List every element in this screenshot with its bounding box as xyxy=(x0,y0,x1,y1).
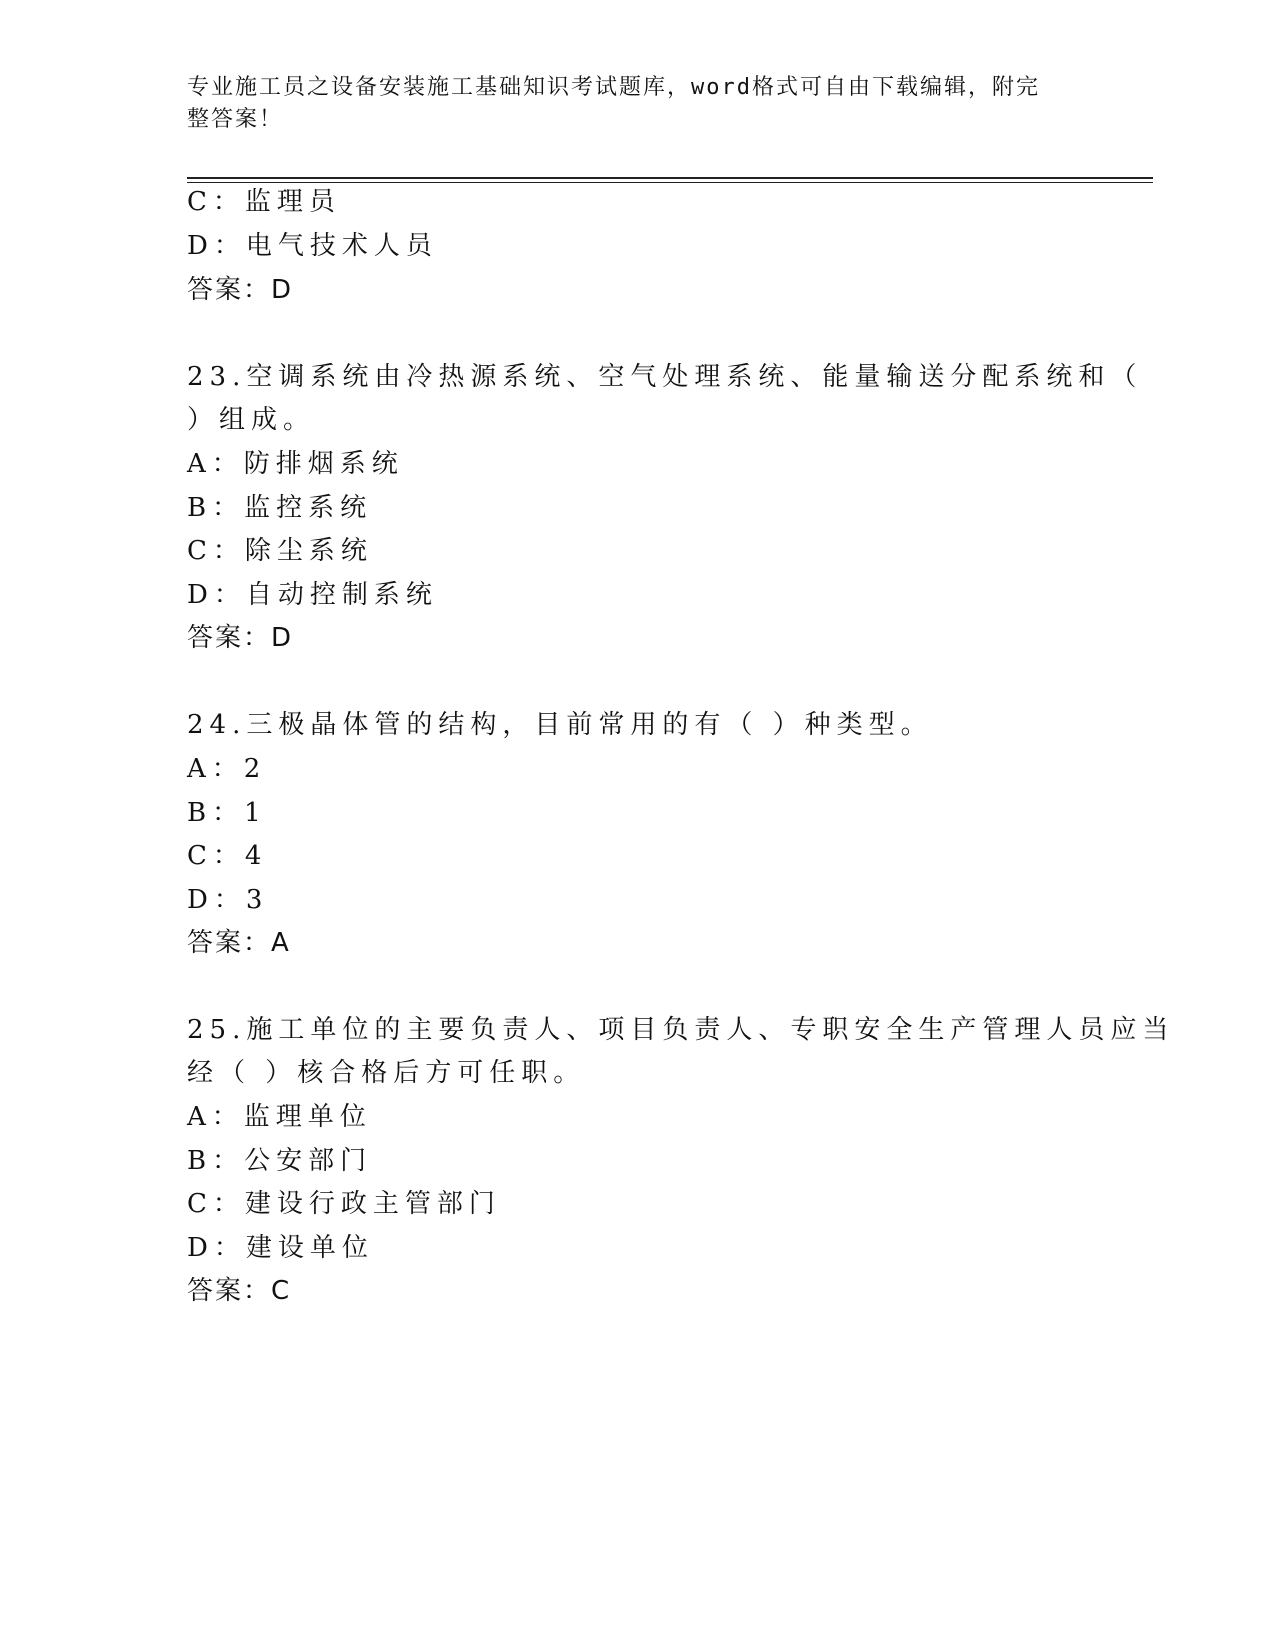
q23-answer: 答案：D xyxy=(187,623,294,653)
q22-option-d: D：电气技术人员 xyxy=(187,231,438,261)
q22-answer: 答案：D xyxy=(187,275,294,305)
q25-option-a: A：监理单位 xyxy=(187,1102,372,1132)
q23-stem-line-1: 23.空调系统由冷热源系统、空气处理系统、能量输送分配系统和（ xyxy=(187,362,1143,392)
q23-option-c: C：除尘系统 xyxy=(187,536,373,566)
q25-stem-line-1: 25.施工单位的主要负责人、项目负责人、专职安全生产管理人员应当 xyxy=(187,1015,1175,1045)
q25-option-b: B：公安部门 xyxy=(187,1146,373,1176)
q24-option-b: B：1 xyxy=(187,798,267,828)
q24-option-d: D：3 xyxy=(187,885,269,915)
q23-option-b: B：监控系统 xyxy=(187,493,373,523)
document-header xyxy=(187,72,1067,136)
q24-option-a: A：2 xyxy=(187,754,267,784)
q23-option-d: D：自动控制系统 xyxy=(187,580,438,610)
q25-stem-line-2: 经（ ）核合格后方可任职。 xyxy=(187,1058,586,1088)
q24-answer: 答案：A xyxy=(187,928,291,958)
q23-option-a: A：防排烟系统 xyxy=(187,449,404,479)
q24-stem-line-1: 24.三极晶体管的结构，目前常用的有（ ）种类型。 xyxy=(187,710,933,740)
q25-option-c: C：建设行政主管部门 xyxy=(187,1189,501,1219)
header-line-1: 专业施工员之设备安装施工基础知识考试题库，word格式可自由下载编辑，附完 xyxy=(187,75,1040,100)
header-line-2: 整答案！ xyxy=(187,107,284,132)
q23-stem-line-2: ）组成。 xyxy=(187,405,316,435)
q25-answer: 答案：C xyxy=(187,1276,292,1306)
q22-option-c: C：监理员 xyxy=(187,187,341,217)
q25-option-d: D：建设单位 xyxy=(187,1233,374,1263)
header-divider-thin xyxy=(187,182,1153,183)
header-divider-thick xyxy=(187,177,1153,179)
q24-option-c: C：4 xyxy=(187,841,268,871)
